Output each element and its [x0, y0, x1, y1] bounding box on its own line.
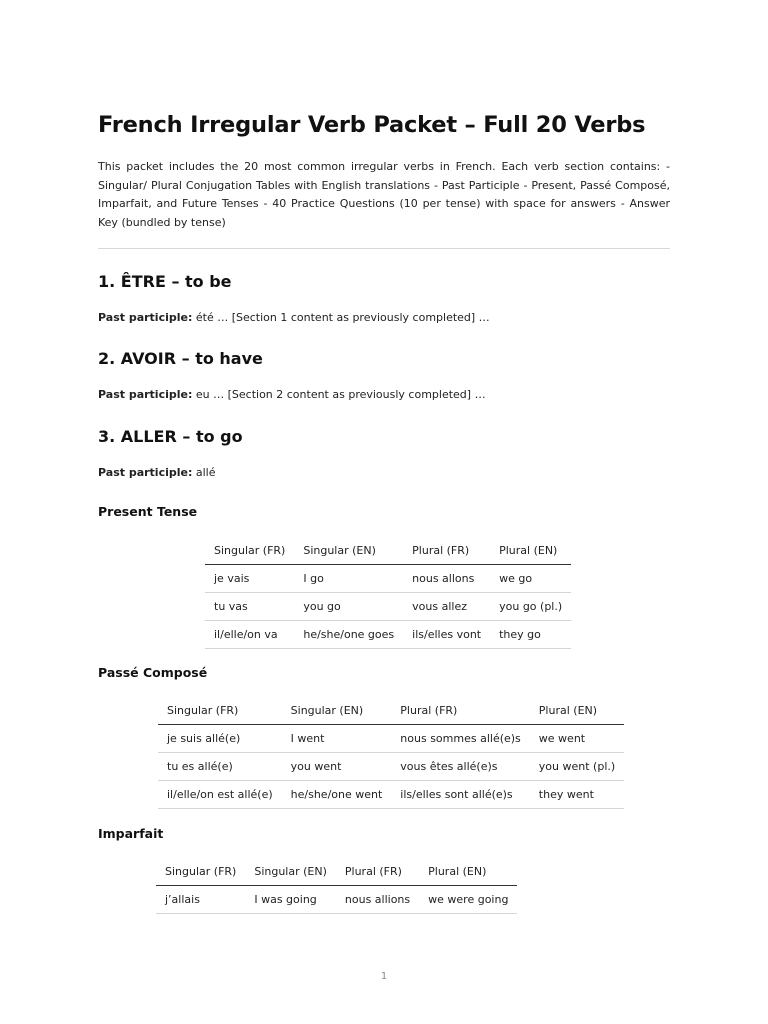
table-cell: j’allais — [156, 886, 245, 914]
column-header: Singular (FR) — [205, 537, 294, 565]
column-header: Singular (FR) — [158, 697, 282, 725]
table-cell: nous allions — [336, 886, 419, 914]
table-cell: you go (pl.) — [490, 593, 571, 621]
table-cell: you go — [294, 593, 403, 621]
table-cell: I was going — [245, 886, 336, 914]
table-cell: ils/elles sont allé(e)s — [391, 781, 530, 809]
imparfait-table — [156, 858, 517, 914]
section-heading-etre: 1. ÊTRE – to be — [98, 272, 232, 291]
table-cell: we went — [530, 725, 624, 753]
passe-compose-heading: Passé Composé — [98, 665, 208, 680]
table-row — [158, 753, 624, 781]
table-cell: ils/elles vont — [403, 621, 490, 649]
table-cell: you went (pl.) — [530, 753, 624, 781]
table-cell: tu vas — [205, 593, 294, 621]
table-header-row — [158, 697, 624, 725]
past-participle-value: eu … [Section 2 content as previously completed] … — [192, 388, 486, 401]
table-cell: nous sommes allé(e)s — [391, 725, 530, 753]
table-cell: they go — [490, 621, 571, 649]
table-cell: he/she/one goes — [294, 621, 403, 649]
section-heading-avoir: 2. AVOIR – to have — [98, 349, 263, 368]
table-row — [158, 725, 624, 753]
past-participle-aller — [98, 466, 216, 479]
table-cell: we go — [490, 565, 571, 593]
past-participle-avoir — [98, 388, 486, 401]
column-header: Singular (EN) — [294, 537, 403, 565]
past-participle-value: été … [Section 1 content as previously completed] … — [192, 311, 490, 324]
present-tense-table — [205, 537, 571, 649]
column-header: Plural (EN) — [490, 537, 571, 565]
page-number: 1 — [380, 971, 388, 982]
column-header: Singular (FR) — [156, 858, 245, 886]
column-header: Plural (FR) — [403, 537, 490, 565]
past-participle-label: Past participle: — [98, 388, 193, 401]
table-cell: we were going — [419, 886, 517, 914]
horizontal-divider — [98, 248, 670, 249]
column-header: Plural (EN) — [419, 858, 517, 886]
table-cell: I go — [294, 565, 403, 593]
column-header: Singular (EN) — [282, 697, 392, 725]
table-cell: I went — [282, 725, 392, 753]
imparfait-heading: Imparfait — [98, 826, 164, 841]
past-participle-label: Past participle: — [98, 311, 193, 324]
table-cell: il/elle/on va — [205, 621, 294, 649]
table-row — [158, 781, 624, 809]
table-header-row — [205, 537, 571, 565]
present-tense-heading: Present Tense — [98, 504, 198, 519]
table-cell: je vais — [205, 565, 294, 593]
table-cell: they went — [530, 781, 624, 809]
table-cell: vous allez — [403, 593, 490, 621]
intro-paragraph: This packet includes the 20 most common irregular verbs in French. Each verb section contains: - Singular/ Plural Conjugation Tables with English translations - Past Participle - Present, Passé Composé, Imparfait, and Future Tenses - 40 Practice Questions (10 per tense) with space for answers - Answer Key (bundled by tense) — [98, 160, 670, 229]
table-cell: tu es allé(e) — [158, 753, 282, 781]
past-participle-label: Past participle: — [98, 466, 193, 479]
table-cell: he/she/one went — [282, 781, 392, 809]
column-header: Plural (EN) — [530, 697, 624, 725]
table-cell: nous allons — [403, 565, 490, 593]
table-cell: je suis allé(e) — [158, 725, 282, 753]
past-participle-etre — [98, 311, 490, 324]
page-title: French Irregular Verb Packet – Full 20 Verbs — [98, 112, 646, 138]
table-header-row — [156, 858, 517, 886]
table-cell: il/elle/on est allé(e) — [158, 781, 282, 809]
table-cell: you went — [282, 753, 392, 781]
table-row — [205, 621, 571, 649]
table-row — [205, 565, 571, 593]
table-cell: vous êtes allé(e)s — [391, 753, 530, 781]
table-row — [205, 593, 571, 621]
column-header: Singular (EN) — [245, 858, 336, 886]
section-heading-aller: 3. ALLER – to go — [98, 427, 243, 446]
past-participle-value: allé — [192, 466, 216, 479]
passe-compose-table — [158, 697, 624, 809]
table-row — [156, 886, 517, 914]
column-header: Plural (FR) — [391, 697, 530, 725]
column-header: Plural (FR) — [336, 858, 419, 886]
